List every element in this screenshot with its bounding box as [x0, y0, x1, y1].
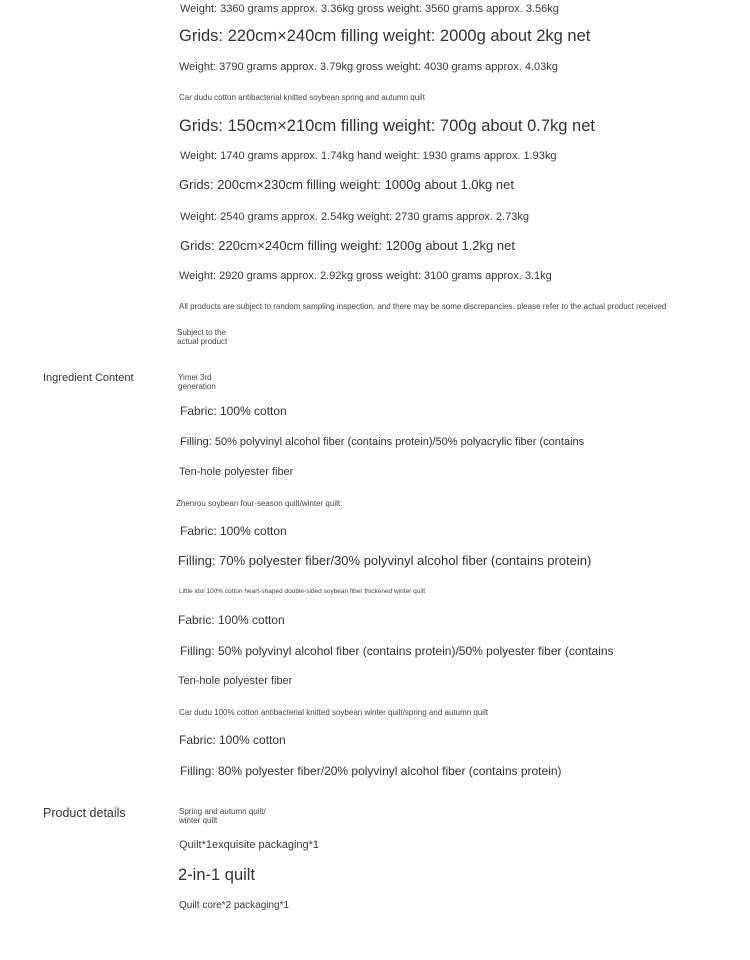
filling-line-continued: Ten-hole polyester fiber — [179, 466, 294, 478]
details-bundle-title: 2-in-1 quilt — [178, 866, 256, 884]
details-package-contents: Quilt core*2 packaging*1 — [179, 900, 290, 911]
spec-grid-line: Grids: 220cm×240cm filling weight: 2000g about 2kg net — [179, 27, 591, 45]
filling-line: Filling: 50% polyvinyl alcohol fiber (contains protein)/50% polyacrylic fiber (contains — [180, 436, 585, 448]
subject-note: Subject to the actual product — [177, 328, 228, 346]
ingredient-product-name: Zhenrou soybean four-season quilt/winter quilt: — [176, 499, 343, 508]
spec-grid-line: Grids: 220cm×240cm filling weight: 1200g about 1.2kg net — [180, 238, 515, 253]
fabric-line: Fabric: 100% cotton — [178, 613, 285, 627]
fabric-line: Fabric: 100% cotton — [179, 733, 286, 747]
disclaimer-note: All products are subject to random sampling inspection, and there may be some discrepancies. please refer to the actual product received — [179, 302, 667, 311]
spec-grid-line: Grids: 150cm×210cm filling weight: 700g about 0.7kg net — [179, 117, 595, 135]
ingredient-product-name: Yimei 3rd generation — [178, 373, 216, 391]
spec-weight-line: Weight: 2920 grams approx. 2.92kg gross weight: 3100 grams approx. 3.1kg — [179, 270, 552, 282]
spec-product-name: Car dudu cotton antibacterial knitted soybean spring and autumn quilt — [179, 93, 425, 102]
ingredient-product-name: Car dudu 100% cotton antibacterial knitted soybean winter quilt/spring and autumn quilt — [179, 708, 489, 717]
filling-line-continued: Ten-hole polyester fiber — [178, 675, 293, 687]
details-package-contents: Quilt*1exquisite packaging*1 — [179, 839, 320, 851]
product-details-label: Product details — [43, 806, 126, 820]
ingredient-product-name: Little idol 100% cotton heart-shaped double-sided soybean fiber thickened winter quilt — [179, 588, 426, 595]
spec-weight-line: Weight: 3790 grams approx. 3.79kg gross weight: 4030 grams approx. 4.03kg — [179, 61, 558, 73]
spec-weight-line: Weight: 3360 grams approx. 3.36kg gross weight: 3560 grams approx. 3.56kg — [180, 3, 559, 15]
ingredient-content-label: Ingredient Content — [43, 372, 134, 384]
spec-weight-line: Weight: 2540 grams approx. 2.54kg weight: 2730 grams approx. 2.73kg — [180, 211, 529, 223]
details-product-type: Spring and autumn quilt/ winter quilt — [179, 807, 266, 825]
fabric-line: Fabric: 100% cotton — [180, 524, 287, 538]
filling-line: Filling: 80% polyester fiber/20% polyvinyl alcohol fiber (contains protein) — [180, 764, 562, 778]
fabric-line: Fabric: 100% cotton — [180, 404, 287, 418]
filling-line: Filling: 50% polyvinyl alcohol fiber (contains protein)/50% polyester fiber (contains — [180, 644, 614, 658]
filling-line: Filling: 70% polyester fiber/30% polyvinyl alcohol fiber (contains protein) — [178, 553, 592, 568]
spec-grid-line: Grids: 200cm×230cm filling weight: 1000g about 1.0kg net — [179, 177, 514, 192]
spec-weight-line: Weight: 1740 grams approx. 1.74kg hand weight: 1930 grams approx. 1.93kg — [180, 150, 557, 162]
